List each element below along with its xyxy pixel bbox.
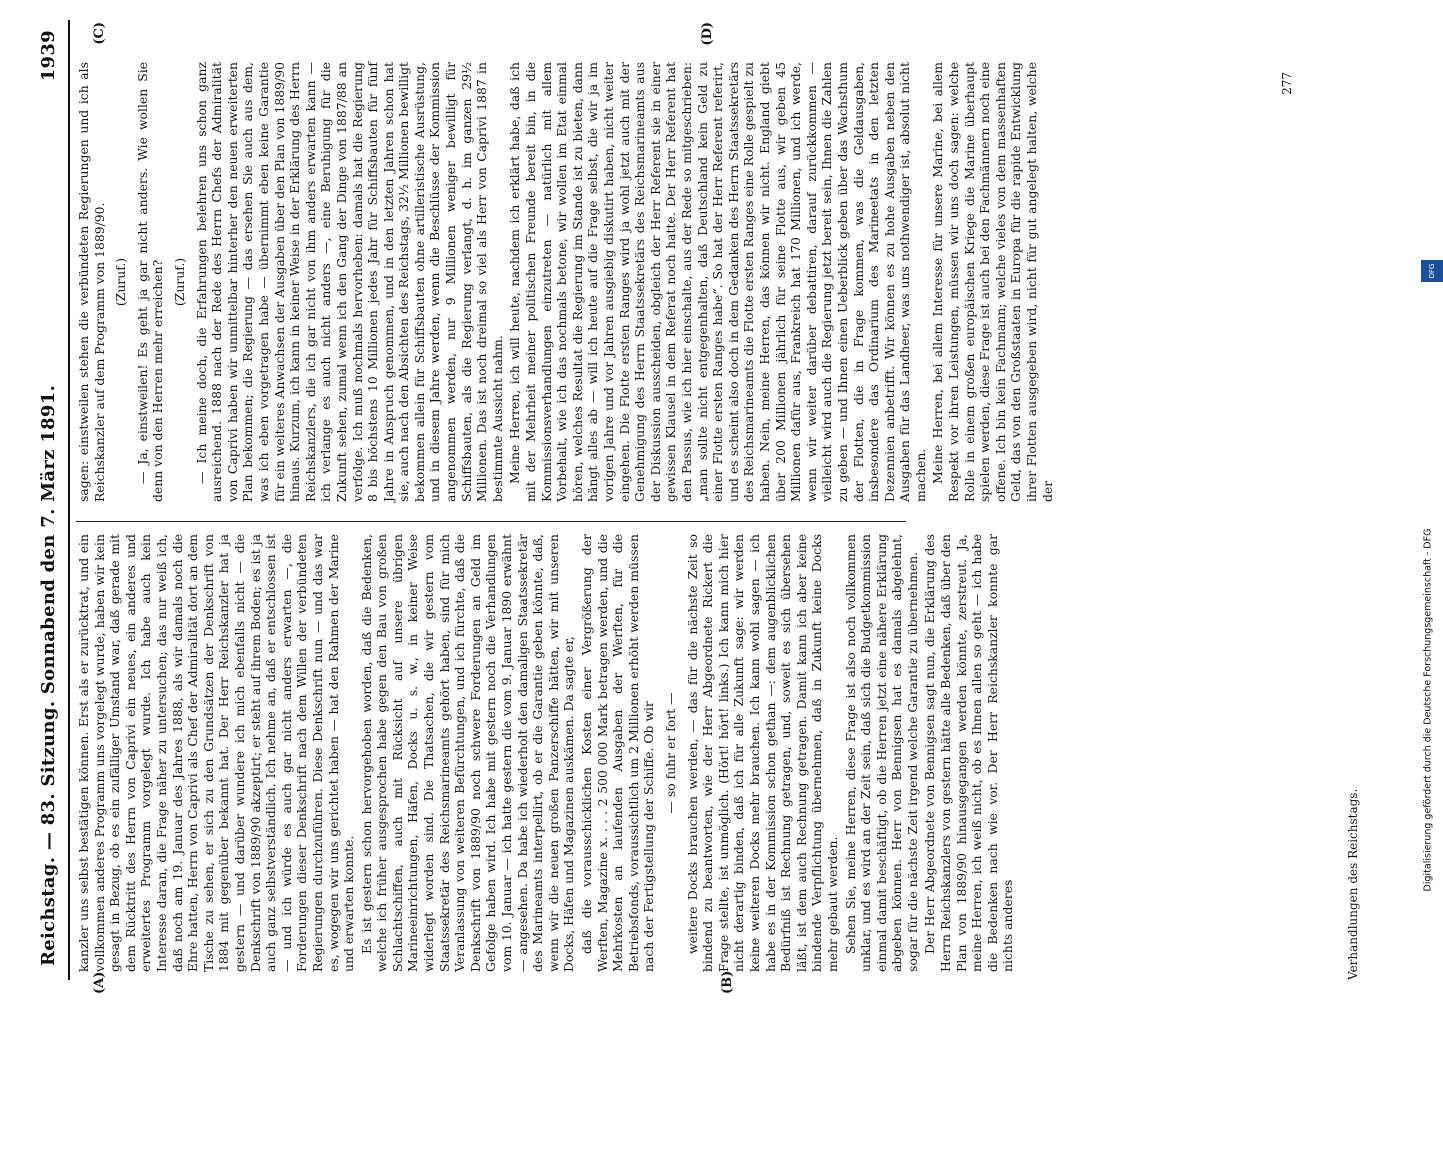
right-paragraph: — Ja, einstweilen! Es geht ja gar nicht anders. Wie wollen Sie denn von den Herren mehr erreichen? — [134, 62, 166, 502]
column-divider — [76, 521, 906, 522]
digitization-credit — [1421, 260, 1435, 1160]
footer-source: Verhandlungen des Reichstags. — [1346, 788, 1360, 980]
margin-marker-b: (B) — [720, 970, 735, 994]
right-interjection: (Zuruf.) — [113, 257, 129, 307]
header-title: Reichstag. — 83. Sitzung. Sonnabend den 7. März 1891. — [38, 384, 59, 966]
left-paragraph: kanzler uns selbst bestätigen können. Erst als er zurücktrat, und ein vollkommen anderes Programm uns vorgelegt wurde, haben wir kein gesagt in Bezug, ob es ein zufälliger Umstand war, daß gerade mit dem Rücktritt des Herrn von Caprivi ein neues, ein anderes und erweitertes Programm vorgelegt wurde. Ich habe auch kein Interesse daran, die Frage näher zu untersuchen; das nur weiß ich, daß noch am 19. Januar des Jahres 1888, als wir damals noch die Ehre hatten, Herrn von Caprivi als Chef der Admiralität dort an dem Tische zu sehen, er sich zu den Grundsätzen der Denkschrift von 1884 mit gegenüber bekannt hat. Der Herr Reichskanzler hat ja gestern — und darüber wundere ich mich ebenfalls nicht — die Denkschrift von 1889/90 akzeptirt; er steht auf ihrem Boden; es ist ja auch ganz selbstverständlich. Ich nehme an, daß er entschlossen ist — und ich würde es auch gar nicht anders erwarten —, die Forderungen dieser Denkschrift nach dem Willen der verbündeten Regierungen durchzuführen. Diese Denkschrift nun — und das war es, wogegen wir uns gerichtet haben — hat den Rahmen der Marine und erwarten konnte. — [76, 534, 357, 972]
right-interjection: (Zuruf.) — [171, 257, 187, 307]
left-paragraph: Es ist gestern schon hervorgehoben worden, daß die Bedenken, welche ich früher ausgesprochen habe gegen den Bau von großen Schlachtschiffen, auch mit Rücksicht auf unsere übrigen Marineeinrichtungen, Häfen, Docks u. s. w., in keiner Weise widerlegt worden sind. Die Thatsachen, die wir gestern vom Staatssekretär des Reichsmarineamts gehört haben, sind für mich Veranlassung von weiteren Befürchtungen, und ich fürchte, daß die Denkschrift von 1889/90 noch schwere Forderungen an Geld im Gefolge haben wird. Ich habe mit gestern noch die Verhandlungen vom 10. Januar — ich hatte gestern die vom 9. Januar 1890 erwähnt — angesehen. Da habe ich wiederholt den damaligen Staatssekretär des Marineamts interpellirt, ob er die Garantie geben könnte, daß, wenn wir die neuen großen Panzerschiffe hätten, wir mit unseren Docks, Häfen und Magazinen auskämen. Da sagte er, — [358, 534, 577, 972]
header-rule — [68, 20, 70, 980]
left-paragraph: Sehen Sie, meine Herren, diese Frage ist also noch vollkommen unklar, und es wird an der Zeit sein, daß sich die Budgetkommission einmal damit beschäftigt, ob die Herren jetzt eine nähere Erklärung abgeben können. Herr von Bennigsen hat es damals abgelehnt, sogar für die nächste Zeit irgend welche Garantie zu übernehmen. — [842, 534, 920, 972]
header-page-number: 1939 — [38, 30, 59, 82]
page-header — [38, 30, 66, 966]
left-interjection: — so fuhr er fort — — [662, 692, 678, 814]
left-paragraph: weitere Docks brauchen werden, — das für die nächste Zeit so bindend zu beantworten, wie der Herr Abgeordnete Rickert die Frage stellte, ist unmöglich. (Hört! hört! links.) Ich kann mich hier nicht derartig binden, daß ich für alle Zukunft sage: wir werden keine weiteren Docks mehr brauchen. Ich kann wohl sagen — ich habe es in der Kommission schon gethan —: dem augenblicklichen Bedürfniß ist Rechnung getragen, und, soweit es sich übersehen läßt, ist dem auch Rechnung getragen. Damit kann ich aber keine bindende Verpflichtung übernehmen, daß in Zukunft keine Docks mehr gebaut werden. — [684, 534, 840, 972]
right-paragraph: — Ich meine doch, die Erfahrungen belehren uns schon ganz ausreichend. 1888 nach der Rede des Herrn Chefs der Admiralität von Caprivi haben wir unmittelbar hinterher den neuen erweiterten Plan bekommen; die Regierung — das ersehen Sie auch aus dem, was ich eben vorgetragen habe — übernimmt eben keine Garantie für ein weiteres Anwachsen der Ausgaben über den Plan von 1889/90 hinaus. Kurzum, ich kann in keiner Weise in der Erklärung des Herrn Reichskanzlers, die ich gar nicht von ihm anders erwarten kann — ich verlange es auch nicht anders —, eine Beruhigung für die Zukunft sehen, zumal wenn ich den Gang der Dinge von 1887/88 an verfolge. Ich muß nochmals hervorheben: damals hat die Regierung 8 bis höchstens 10 Millionen jedes Jahr für Schiffsbauten für fünf Jahre in Anspruch genommen, und in den letzten Jahren schon hat sie, auch nach den Absichten des Reichstags, 32½ Millionen bewilligt bekommen allein für Schiffsbauten ohne artilleristische Ausrüstung, und in diesem Jahre werden, wenn die Beschlüsse der Kommission angenommen werden, nur 9 Millionen weniger bewilligt für Schiffsbauten, als die Regierung verlangt, d. h. im ganzen 29½ Millionen. Das ist noch dreimal so viel als Herr von Caprivi 1887 in bestimmte Aussicht nahm. — [193, 62, 505, 502]
right-paragraph: sagen: einstweilen stehen die verbündeten Regierungen und ich als Reichskanzler auf dem Programm von 1889/90. — [76, 62, 107, 502]
left-paragraph: Der Herr Abgeordnete von Bennigsen sagt nun, die Erklärung des Herrn Reichskanzlers von gestern hätte alle Bedenken, daß über den Plan von 1889/90 hinausgegangen werden könnte, zerstreut. Ja, meine Herren, ich weiß nicht, ob es Ihnen allen so geht — ich habe die Bedenken nach wie vor. Der Herr Reichskanzler konnte gar nichts anderes — [922, 534, 1016, 972]
margin-marker-a: (A) — [92, 971, 107, 994]
left-paragraph: daß die vorausschicklichen Kosten einer Vergrößerung der Werften, Magazine x. . . . 2 500 000 Mark betragen werden, und die Mehrkosten an laufenden Ausgaben der Werften, für die Betriebsfonds, voraussichtlich um 2 Millionen erhöht werden müssen nach der Fertigstellung der Schiffe. Ob wir — [579, 534, 657, 972]
credit-text: Digitalisierung gefördert durch die Deutsche Forschungsgemeinschaft - DFG — [1422, 528, 1434, 892]
dfg-logo-icon: DFG — [1421, 260, 1443, 282]
margin-marker-c: (C) — [92, 22, 107, 45]
left-column — [76, 534, 1018, 972]
footer-page-number: 277 — [1280, 72, 1294, 95]
right-column — [76, 62, 1057, 502]
margin-marker-d: (D) — [700, 22, 715, 46]
right-paragraph: Meine Herren, ich will heute, nachdem ich erklärt habe, daß ich mit der Mehrheit meiner politischen Freunde bereit bin, in die Kommissionsverhandlungen einzutreten — natürlich mit allem Vorbehalt, wie ich das nochmals betone, wir wollen im Etat einmal hören, welches Resultat die Regierung im Stande ist zu bieten, dann hängt alles ab — will ich heute auf die Frage selbst, die wir ja im vorigen Jahre und vor Jahren ausgiebig diskutirt haben, nicht weiter eingehen. Die Flotte ersten Ranges wird ja wohl jetzt auch mit der Genehmigung des Herrn Staatssekretärs des Reichsmarineamts aus der Diskussion ausscheiden, obgleich der Herr Referent sie in einer gewissen Klausel in dem Referat noch hatte. Der Herr Referent hat den Passus, wie ich hier einschalte, aus der Rede so mitgeschrieben: „man sollte nicht entgegenhalten, daß Deutschland kein Geld zu einer Flotte ersten Ranges habe“. So hat der Herr Referent referirt, und es scheint also doch in dem Gedanken des Herrn Staatssekretärs des Reichsmarineamts die Flotte ersten Ranges eine Rolle gespielt zu haben. Nein, meine Herren, das können wir nicht. England giebt über 200 Millionen jährlich für seine Flotte aus, wir geben 45 Millionen dafür aus, Frankreich hat 170 Millionen, und ich werde, wenn wir weiter darüber debattiren, darauf zurückkommen — vielleicht wird auch die Regierung jetzt bereit sein, Ihnen die Zahlen zu geben — und Ihnen einen Ueberblick geben über das Wachsthum der Flotten, die in Frage kommen, was die Geldausgaben, insbesondere das Ordinarium des Marineetats in den letzten Dezennien anbetrifft. Wir können es zu hohe Ausgaben neben den Ausgaben für das Landheer, was uns nothwendiger ist, absolut nicht machen. — [507, 62, 928, 502]
right-paragraph: Meine Herren, bei allem Interesse für unsere Marine, bei allem Respekt vor ihren Leistungen, müssen wir uns doch sagen: welche Rolle in einem großen europäischen Kriege die Marine überhaupt spielen werden, diese Frage ist auch bei den Fachmännern noch eine offene. Ich bin kein Fachmann; welche vieles von dem massenhaften Geld, das von den Großstaaten in Europa für die rapide Entwicklung ihrer Flotten ausgegeben wird, nicht für gut angelegt halten, welche der — [930, 62, 1055, 502]
